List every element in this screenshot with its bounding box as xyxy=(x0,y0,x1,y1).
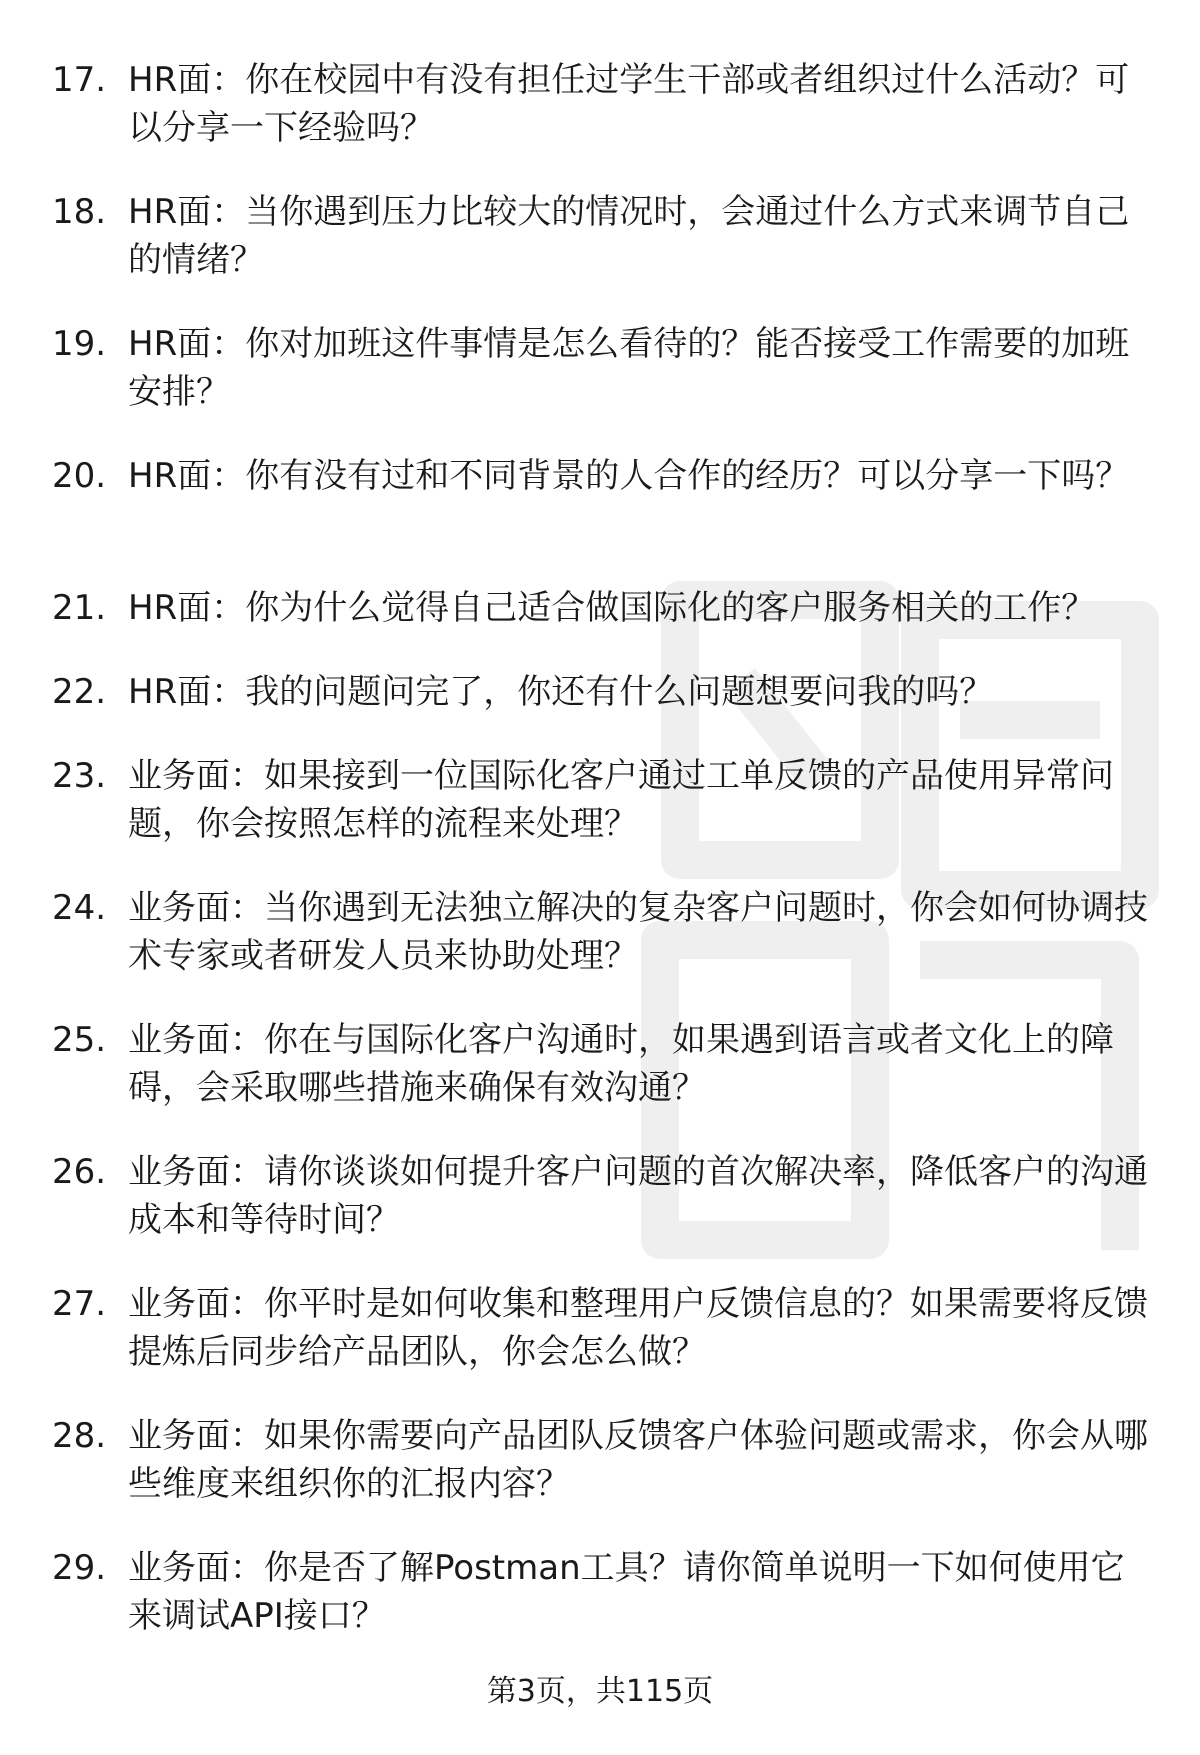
question-list xyxy=(0,56,1200,1676)
question-item-21 xyxy=(0,584,1200,668)
question-number: 27. xyxy=(52,1284,107,1324)
question-number: 19. xyxy=(52,324,107,364)
question-number: 20. xyxy=(52,456,107,496)
question-number: 17. xyxy=(52,60,107,100)
question-number: 29. xyxy=(52,1548,107,1588)
question-text: HR面：我的问题问完了，你还有什么问题想要问我的吗？ xyxy=(128,672,994,712)
question-item-29 xyxy=(0,1544,1200,1676)
question-item-22 xyxy=(0,668,1200,752)
question-number: 23. xyxy=(52,756,107,796)
question-text: 业务面：如果你需要向产品团队反馈客户体验问题或需求，你会从哪些维度来组织你的汇报内容？ xyxy=(128,1416,1148,1504)
question-number: 22. xyxy=(52,672,107,712)
question-item-24 xyxy=(0,884,1200,1016)
question-text: HR面：你对加班这件事情是怎么看待的？能否接受工作需要的加班安排？ xyxy=(128,324,1130,412)
question-number: 18. xyxy=(52,192,107,232)
question-item-18 xyxy=(0,188,1200,320)
question-number: 26. xyxy=(52,1152,107,1192)
question-item-20 xyxy=(0,452,1200,584)
question-item-25 xyxy=(0,1016,1200,1148)
question-number: 24. xyxy=(52,888,107,928)
question-item-19 xyxy=(0,320,1200,452)
question-item-27 xyxy=(0,1280,1200,1412)
question-text: 业务面：如果接到一位国际化客户通过工单反馈的产品使用异常问题，你会按照怎样的流程来处理？ xyxy=(128,756,1114,844)
question-item-23 xyxy=(0,752,1200,884)
question-text: HR面：你为什么觉得自己适合做国际化的客户服务相关的工作？ xyxy=(128,588,1096,628)
question-text: HR面：你有没有过和不同背景的人合作的经历？可以分享一下吗？ xyxy=(128,456,1130,496)
question-number: 21. xyxy=(52,588,107,628)
question-item-26 xyxy=(0,1148,1200,1280)
question-text: 业务面：你是否了解Postman工具？请你简单说明一下如何使用它来调试API接口？ xyxy=(128,1548,1125,1636)
question-text: HR面：当你遇到压力比较大的情况时，会通过什么方式来调节自己的情绪？ xyxy=(128,192,1130,280)
question-text: 业务面：你平时是如何收集和整理用户反馈信息的？如果需要将反馈提炼后同步给产品团队，你会怎么做？ xyxy=(128,1284,1148,1372)
question-text: 业务面：当你遇到无法独立解决的复杂客户问题时，你会如何协调技术专家或者研发人员来协助处理？ xyxy=(128,888,1148,976)
page-footer xyxy=(0,1672,1200,1712)
question-number: 28. xyxy=(52,1416,107,1456)
page-number-label: 第3页，共115页 xyxy=(486,1674,714,1709)
question-item-28 xyxy=(0,1412,1200,1544)
question-text: 业务面：请你谈谈如何提升客户问题的首次解决率，降低客户的沟通成本和等待时间？ xyxy=(128,1152,1148,1240)
question-number: 25. xyxy=(52,1020,107,1060)
question-text: 业务面：你在与国际化客户沟通时，如果遇到语言或者文化上的障碍，会采取哪些措施来确保有效沟通？ xyxy=(128,1020,1114,1108)
question-item-17 xyxy=(0,56,1200,188)
question-text: HR面：你在校园中有没有担任过学生干部或者组织过什么活动？可以分享一下经验吗？ xyxy=(128,60,1130,148)
